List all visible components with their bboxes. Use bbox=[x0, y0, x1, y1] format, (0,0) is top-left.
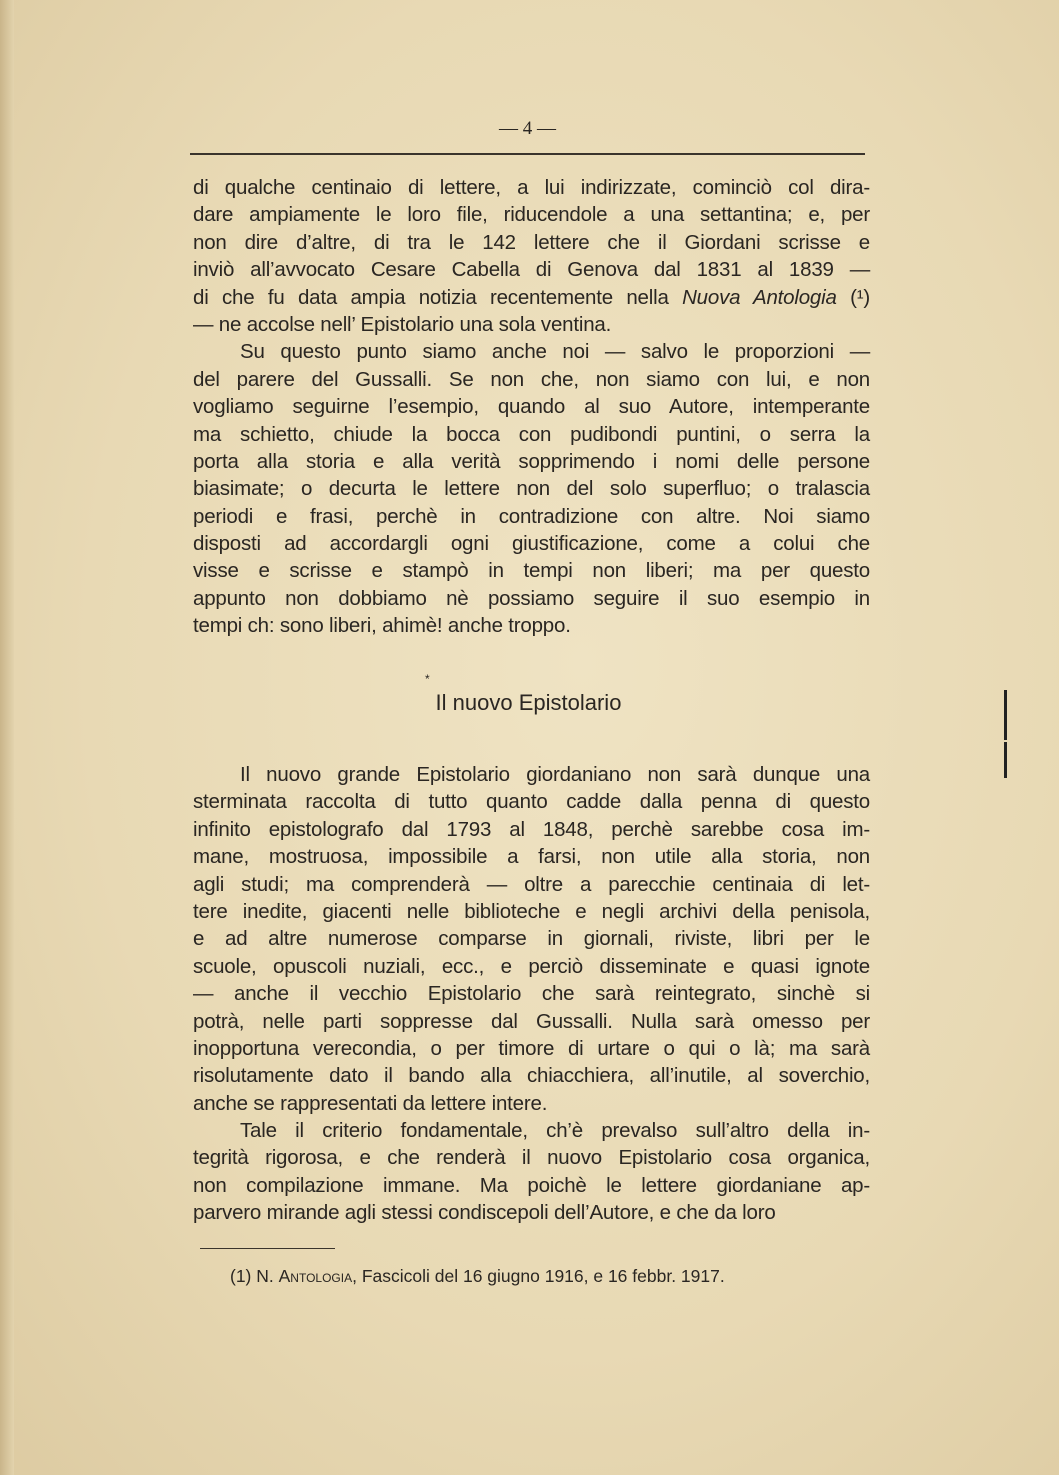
header-rule bbox=[190, 153, 865, 155]
footnote-rule bbox=[200, 1248, 335, 1249]
text-line: tegrità rigorosa, e che renderà il nuovo Epistolario cosa organica, bbox=[193, 1146, 870, 1170]
text-line: — anche il vecchio Epistolario che sarà reintegrato, sinchè si bbox=[193, 982, 870, 1006]
text-line: infinito epistolografo dal 1793 al 1848, perchè sarebbe cosa im- bbox=[193, 817, 870, 841]
footnote bbox=[230, 1266, 725, 1287]
text-line: appunto non dobbiamo nè possiamo seguire il suo esempio in bbox=[193, 586, 870, 610]
text-line: vogliamo seguirne l’esempio, quando al suo Autore, intemperante bbox=[193, 395, 870, 419]
text-line: porta alla storia e alla verità sopprimendo i nomi delle persone bbox=[193, 449, 870, 473]
text-line: ma schietto, chiude la bocca con pudibondi puntini, o serra la bbox=[193, 422, 870, 446]
text-line: dare ampiamente le loro file, riducendole a una settantina; e, per bbox=[193, 203, 870, 227]
text-line: disposti ad accordargli ogni giustificazione, come a colui che bbox=[193, 532, 870, 556]
text-line: — ne accolse nell’ Epistolario una sola ventina. bbox=[193, 312, 612, 336]
body-text-top bbox=[193, 174, 870, 640]
ornament-mark: * bbox=[425, 672, 430, 686]
text-line: tere inedite, giacenti nelle biblioteche e negli archivi della penisola, bbox=[193, 899, 870, 923]
margin-mark bbox=[1004, 690, 1007, 740]
page-edge-shadow bbox=[0, 0, 14, 1475]
text-line: sterminata raccolta di tutto quanto cadde dalla penna di questo bbox=[193, 790, 870, 814]
text-line: Tale il criterio fondamentale, ch’è prevalso sull’altro della in- bbox=[240, 1119, 870, 1143]
footnote-rest: , Fascicoli del 16 giugno 1916, e 16 febbr. 1917. bbox=[352, 1266, 725, 1286]
footnote-prefix: (1) N. bbox=[230, 1266, 279, 1286]
page-number: — 4 — bbox=[499, 118, 556, 139]
text-line: potrà, nelle parti soppresse dal Gussalli. Nulla sarà omesso per bbox=[193, 1009, 870, 1033]
text-line: risolutamente dato il bando alla chiacchiera, all’inutile, al soverchio, bbox=[193, 1064, 870, 1088]
text-line: mane, mostruosa, impossibile a farsi, non utile alla storia, non bbox=[193, 845, 870, 869]
text-line: scuole, opuscoli nuziali, ecc., e perciò disseminate e quasi ignote bbox=[193, 954, 870, 978]
text-line: inviò all’avvocato Cesare Cabella di Genova dal 1831 al 1839 — bbox=[193, 258, 870, 282]
text-line: tempi ch: sono liberi, ahimè! anche troppo. bbox=[193, 614, 571, 638]
footnote-journal: Antologia bbox=[278, 1266, 353, 1286]
text-line: parvero mirande agli stessi condiscepoli dell’Autore, e che da loro bbox=[193, 1201, 776, 1225]
text-line: non compilazione immane. Ma poichè le lettere giordaniane ap- bbox=[193, 1173, 870, 1197]
text-line: del parere del Gussalli. Se non che, non siamo con lui, e non bbox=[193, 367, 870, 391]
text-line: inopportuna verecondia, o per timore di urtare o qui o là; ma sarà bbox=[193, 1036, 870, 1060]
text-line: Su questo punto siamo anche noi — salvo le proporzioni — bbox=[240, 340, 870, 364]
text-line: visse e scrisse e stampò in tempi non liberi; ma per questo bbox=[193, 559, 870, 583]
body-text-bottom bbox=[193, 761, 870, 1227]
text-line: non dire d’altre, di tra le 142 lettere che il Giordani scrisse e bbox=[193, 230, 870, 254]
text-line: Il nuovo grande Epistolario giordaniano non sarà dunque una bbox=[240, 763, 870, 786]
text-line: periodi e frasi, perchè in contradizione con altre. Noi siamo bbox=[193, 504, 870, 528]
text-line: di qualche centinaio di lettere, a lui indirizzate, cominciò col dira- bbox=[193, 176, 870, 199]
text-line: biasimate; o decurta le lettere non del solo superfluo; o tralascia bbox=[193, 477, 870, 501]
section-heading: Il nuovo Epistolario bbox=[435, 690, 622, 715]
margin-mark bbox=[1004, 742, 1007, 778]
text-line: anche se rappresentati da lettere intere. bbox=[193, 1091, 548, 1115]
text-line: di che fu data ampia notizia recentemente nella Nuova Antologia (¹) bbox=[193, 285, 870, 309]
text-line: e ad altre numerose comparse in giornali, riviste, libri per le bbox=[193, 927, 870, 951]
text-line: agli studi; ma comprenderà — oltre a parecchie centinaia di let- bbox=[193, 872, 870, 896]
